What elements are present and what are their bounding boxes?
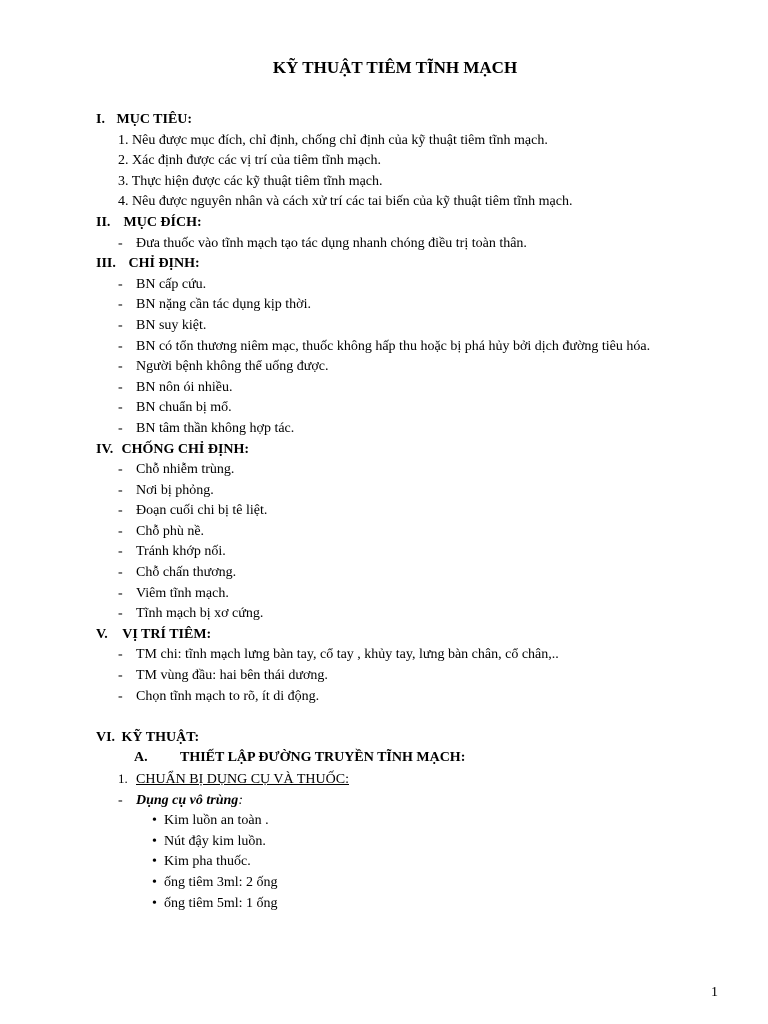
bullet-item-text: Nút đậy kim luồn. bbox=[164, 833, 266, 849]
objective-item: 3. Thực hiện được các kỹ thuật tiêm tĩnh mạch. bbox=[118, 173, 383, 189]
dash-marker: - bbox=[118, 400, 123, 416]
step-number: 1. bbox=[118, 771, 128, 786]
dash-marker: - bbox=[118, 688, 123, 704]
list-item bbox=[96, 791, 736, 812]
list-item bbox=[96, 645, 736, 666]
list-item-text: Chỗ chấn thương. bbox=[136, 565, 237, 581]
bullet-item-text: Kim luồn an toàn . bbox=[164, 813, 269, 829]
list-item-text: Nơi bị phỏng. bbox=[136, 482, 214, 498]
list-item bbox=[96, 337, 736, 358]
list-item bbox=[96, 501, 736, 522]
list-item-text: BN nặng cần tác dụng kịp thời. bbox=[136, 297, 311, 313]
list-item bbox=[96, 357, 736, 378]
list-item bbox=[96, 687, 736, 708]
bullet-item-text: ống tiêm 5ml: 1 ống bbox=[164, 895, 278, 911]
section-title: CHỐNG CHỈ ĐỊNH: bbox=[121, 441, 250, 457]
objective-item: 4. Nêu được nguyên nhân và cách xử trí các tai biến của kỹ thuật tiêm tĩnh mạch. bbox=[118, 194, 573, 210]
list-item bbox=[96, 275, 736, 296]
objective-item: 1. Nêu được mục đích, chỉ định, chống chỉ định của kỹ thuật tiêm tĩnh mạch. bbox=[118, 132, 548, 148]
list-item-text: BN có tổn thương niêm mạc, thuốc không hấp thu hoặc bị phá hủy bởi dịch đường tiêu hóa. bbox=[136, 338, 651, 354]
step-title: CHUẨN BỊ DỤNG CỤ VÀ THUỐC: bbox=[136, 772, 349, 787]
section-heading-purpose bbox=[96, 213, 736, 234]
bullet-marker: • bbox=[152, 895, 157, 911]
subsection-title: THIẾT LẬP ĐƯỜNG TRUYỀN TĨNH MẠCH: bbox=[180, 750, 466, 766]
list-item-text: BN cấp cứu. bbox=[136, 276, 207, 292]
step-heading bbox=[96, 769, 736, 791]
list-item-text: Đoạn cuối chi bị tê liệt. bbox=[136, 503, 268, 519]
section-heading-injection-sites bbox=[96, 625, 736, 646]
bullet-item-text: ống tiêm 3ml: 2 ống bbox=[164, 874, 278, 890]
dash-marker: - bbox=[118, 462, 123, 478]
list-item-text: Chỗ phù nề. bbox=[136, 523, 205, 539]
dash-marker: - bbox=[118, 668, 123, 684]
bullet-marker: • bbox=[152, 833, 157, 849]
section-title: MỤC TIÊU: bbox=[116, 112, 193, 127]
section-heading-technique bbox=[96, 728, 736, 749]
bullet-item bbox=[96, 852, 736, 873]
dash-marker: - bbox=[118, 606, 123, 622]
bullet-marker: • bbox=[152, 874, 157, 890]
bullet-marker: • bbox=[152, 813, 157, 829]
list-item bbox=[96, 295, 736, 316]
section-heading-objectives bbox=[96, 110, 736, 131]
section-number: V. bbox=[96, 626, 108, 642]
list-item-text: TM chi: tĩnh mạch lưng bàn tay, cổ tay , khủy tay, lưng bàn chân, cổ chân,.. bbox=[136, 647, 559, 663]
bullet-item-text: Kim pha thuốc. bbox=[164, 854, 251, 870]
list-item-text: Người bệnh không thể uống được. bbox=[136, 359, 329, 375]
list-item bbox=[96, 666, 736, 687]
list-item-text: Chọn tĩnh mạch to rõ, ít di động. bbox=[136, 688, 320, 704]
document-body bbox=[96, 110, 736, 914]
list-item bbox=[96, 584, 736, 605]
dash-marker: - bbox=[118, 317, 123, 333]
sterile-tools-colon: : bbox=[238, 792, 243, 808]
list-item-text: Chỗ nhiễm trùng. bbox=[136, 462, 235, 478]
list-item-text: BN tâm thần không hợp tác. bbox=[136, 420, 295, 436]
bullet-item bbox=[96, 811, 736, 832]
section-number: IV. bbox=[96, 441, 114, 457]
bullet-item bbox=[96, 832, 736, 853]
list-item bbox=[96, 316, 736, 337]
spacer bbox=[96, 707, 736, 728]
dash-marker: - bbox=[118, 503, 123, 519]
dash-marker: - bbox=[118, 792, 123, 808]
list-item bbox=[96, 563, 736, 584]
list-item-text: Viêm tĩnh mạch. bbox=[136, 585, 229, 601]
section-title: CHỈ ĐỊNH: bbox=[128, 256, 200, 272]
dash-marker: - bbox=[118, 338, 123, 354]
dash-marker: - bbox=[118, 647, 123, 663]
dash-marker: - bbox=[118, 420, 123, 436]
dash-marker: - bbox=[118, 523, 123, 539]
sterile-tools-label: Dụng cụ vô trùng bbox=[136, 792, 239, 808]
subsection-heading bbox=[96, 748, 736, 769]
list-item bbox=[96, 419, 736, 440]
section-number: III. bbox=[96, 256, 116, 272]
list-item bbox=[96, 234, 736, 255]
list-item-text: Đưa thuốc vào tĩnh mạch tạo tác dụng nhanh chóng điều trị toàn thân. bbox=[136, 235, 527, 251]
list-item bbox=[96, 398, 736, 419]
list-item-text: BN chuẩn bị mổ. bbox=[136, 400, 232, 416]
dash-marker: - bbox=[118, 585, 123, 601]
list-item-text: TM vùng đầu: hai bên thái dương. bbox=[136, 668, 328, 684]
list-item-text: BN nôn ói nhiều. bbox=[136, 379, 233, 395]
dash-marker: - bbox=[118, 544, 123, 560]
subsection-letter: A. bbox=[134, 750, 148, 766]
list-item bbox=[96, 542, 736, 563]
dash-marker: - bbox=[118, 235, 123, 251]
section-title: KỸ THUẬT: bbox=[121, 729, 200, 745]
list-item bbox=[96, 481, 736, 502]
objective-item: 2. Xác định được các vị trí của tiêm tĩnh mạch. bbox=[118, 153, 382, 169]
dash-marker: - bbox=[118, 565, 123, 581]
section-number: I. bbox=[96, 112, 105, 127]
dash-marker: - bbox=[118, 482, 123, 498]
list-item bbox=[96, 604, 736, 625]
list-item-text: Tránh khớp nối. bbox=[136, 544, 226, 560]
bullet-item bbox=[96, 894, 736, 915]
document-title: KỸ THUẬT TIÊM TĨNH MẠCH bbox=[272, 58, 518, 77]
list-item bbox=[96, 378, 736, 399]
dash-marker: - bbox=[118, 379, 123, 395]
dash-marker: - bbox=[118, 276, 123, 292]
dash-marker: - bbox=[118, 297, 123, 313]
section-title: VỊ TRÍ TIÊM: bbox=[122, 626, 212, 642]
section-title: MỤC ĐÍCH: bbox=[123, 214, 202, 230]
list-item-text: BN suy kiệt. bbox=[136, 317, 207, 333]
bullet-marker: • bbox=[152, 854, 157, 870]
section-number: II. bbox=[96, 214, 111, 230]
section-heading-indications bbox=[96, 254, 736, 275]
bullet-item bbox=[96, 873, 736, 894]
section-number: VI. bbox=[96, 729, 116, 745]
list-item bbox=[96, 522, 736, 543]
dash-marker: - bbox=[118, 359, 123, 375]
section-heading-contraindications bbox=[96, 440, 736, 461]
list-item bbox=[96, 460, 736, 481]
list-item-text: Tĩnh mạch bị xơ cứng. bbox=[136, 606, 264, 622]
page-number: 1 bbox=[711, 985, 718, 1000]
